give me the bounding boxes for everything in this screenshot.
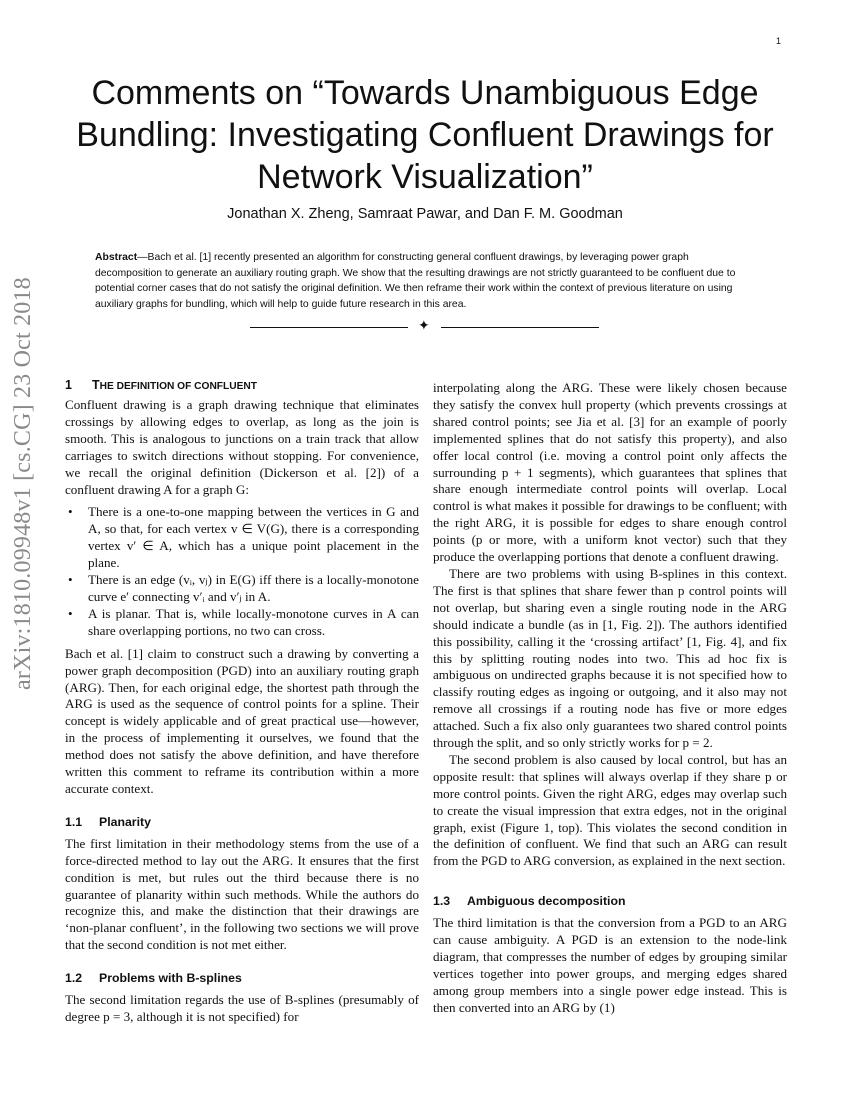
section-1-2-paragraph-1: The second limitation regards the use of B-splines (presumably of degree p = 3, although it is not specified) for: [65, 992, 419, 1025]
definition-item-3: • A is planar. That is, while locally-monotone curves in A can share overlapping portions, no two can cross.: [88, 606, 419, 640]
abstract-label: Abstract: [95, 252, 138, 263]
paper-title: Comments on “Towards Unambiguous Edge Bundling: Investigating Confluent Drawings for Network Visualization”: [76, 74, 774, 196]
section-1-2-paragraph-1-continued: interpolating along the ARG. These were likely chosen because they satisfy the convex hull property (which prevents crossings at shared control points; see Jia et al. [3] for an example of poorly implemented splines that do not satisfy this property), and also offer local control (i.e. moving a control point only affects the surrounding p + 1 segments), which guarantees that splines that share enough intermediate control points will overlap. Local control is what makes it possible for drawings to be confluent; with the right ARG, it is possible for edges to share enough control points (p or more, with a uniform knot vector) such that they produce the overlapping portions that denote a confluent drawing.: [433, 380, 787, 565]
section-1-3-paragraph-1: The third limitation is that the conversion from a PGD to an ARG can cause ambiguity. A PGD is an extension to the node-link diagram, that compresses the number of edges by grouping similar vertices together into power groups, and merging edges shared among group members into a single power edge instead. This is then converted into an ARG by (1): [433, 915, 787, 1015]
separator-line-right: [441, 327, 599, 328]
section-1-3-title: Ambiguous decomposition: [467, 894, 626, 909]
separator-diamond-icon: ✦: [418, 318, 430, 334]
section-1-2-paragraph-2: There are two problems with using B-splines in this context. The first is that splines that share fewer than p control points will not overlap, but sharing even a single routing node in the ARG should indicate a bundle (as in [1, Fig. 2]). The authors identified this possibility, calling it the ‘crossing artifact’ [1, Fig. 4], and fix this by splitting routing nodes into two. This ad hoc fix is ambiguous on undirected graphs because it is not specified how to classify routing edges as ingoing or outgoing, and it also may not remove all crossings if a routing node has five or more edges attached. Such a fix also only guarantees two shared control points through the split, and so only strictly works for p = 2.: [433, 565, 787, 751]
right-column: [433, 380, 787, 1017]
section-1-2-number: 1.2: [65, 971, 83, 986]
section-1-1-heading: [65, 815, 419, 829]
section-1-1-paragraph-1: The first limitation in their methodology stems from the use of a force-directed method to lay out the ARG. It ensures that the first condition is met, but rules out the third because there is no guarantee of planarity within such methods. While the authors do recognize this, and make the distinction that their drawings are ‘non-planar confluent’, in the following two sections we will prove that the second condition is not met either.: [65, 835, 419, 953]
definition-list: [65, 504, 419, 639]
section-1-paragraph-1: Confluent drawing is a graph drawing technique that eliminates crossings by allowing edges to overlap, as long as the join is smooth. This is analogous to junctions on a train track that allow carriages to switch directions without stopping. For convenience, we recall the original definition (Dickerson et al. [2]) of a confluent drawing A for a graph G:: [65, 397, 419, 497]
section-1-1-title: Planarity: [99, 814, 151, 829]
section-1-title-rest: HE DEFINITION OF CONFLUENT: [99, 381, 257, 392]
abstract: [95, 250, 757, 312]
section-1-paragraph-2: Bach et al. [1] claim to construct such a drawing by converting a power graph decomposition (PGD) into an auxiliary routing graph (ARG). Then, for each original edge, the shortest path through the ARG is used as the sequence of control points for a spline. Their concept is widely applicable and of great practical use—however, in the process of implementing it ourselves, we found that the method does not satisfy the above definition, and have therefore written this comment to reframe its contribution within a more accurate context.: [65, 645, 419, 796]
separator-line-left: [250, 327, 408, 328]
section-1-heading: [65, 378, 419, 392]
page-number: 1: [775, 36, 781, 46]
arxiv-side-label: arXiv:1810.09948v1 [cs.CG] 23 Oct 2018: [10, 277, 36, 690]
section-1-3-heading: [433, 894, 787, 908]
definition-item-2: • There is an edge (vᵢ, vⱼ) in E(G) iff there is a locally-monotone curve e′ connecting v′ᵢ and v′ⱼ in A.: [88, 572, 419, 606]
section-1-2-heading: [65, 971, 419, 985]
paper-authors: Jonathan X. Zheng, Samraat Pawar, and Dan F. M. Goodman: [227, 206, 623, 222]
section-1-2-paragraph-3: The second problem is also caused by local control, but has an opposite result: that splines will always overlap if they share p or more control points. Given the right ARG, edges may overlap such to create the visual impression that extra edges, not in the original graph, exist (Figure 1, top). This violates the second condition in the definition of confluent. We find that such an ARG can result from the PGD to ARG conversion, as explained in the next section.: [433, 751, 787, 869]
section-1-number: 1: [65, 378, 72, 392]
abstract-text: —Bach et al. [1] recently presented an algorithm for constructing general confluent drawings, by leveraging power graph decomposition to generate an auxiliary routing graph. We show that the resulting drawings are not strictly guaranteed to be confluent due to potential corner cases that do not satisfy the original definition. We then reframe their work within the context of previous literature on using auxiliary graphs for bundling, which will help to guide future research in this area.: [95, 252, 736, 310]
left-column: [65, 378, 419, 1026]
definition-item-1: • There is a one-to-one mapping between the vertices in G and A, so that, for each vertex v ∈ V(G), there is a corresponding vertex v′ ∈ A, which has a unique point placement in the plane.: [88, 504, 419, 572]
section-1-2-title: Problems with B-splines: [99, 971, 242, 986]
section-1-title-first: T: [92, 378, 100, 392]
section-1-3-number: 1.3: [433, 894, 451, 909]
title-separator: [0, 320, 850, 334]
section-1-1-number: 1.1: [65, 814, 83, 829]
